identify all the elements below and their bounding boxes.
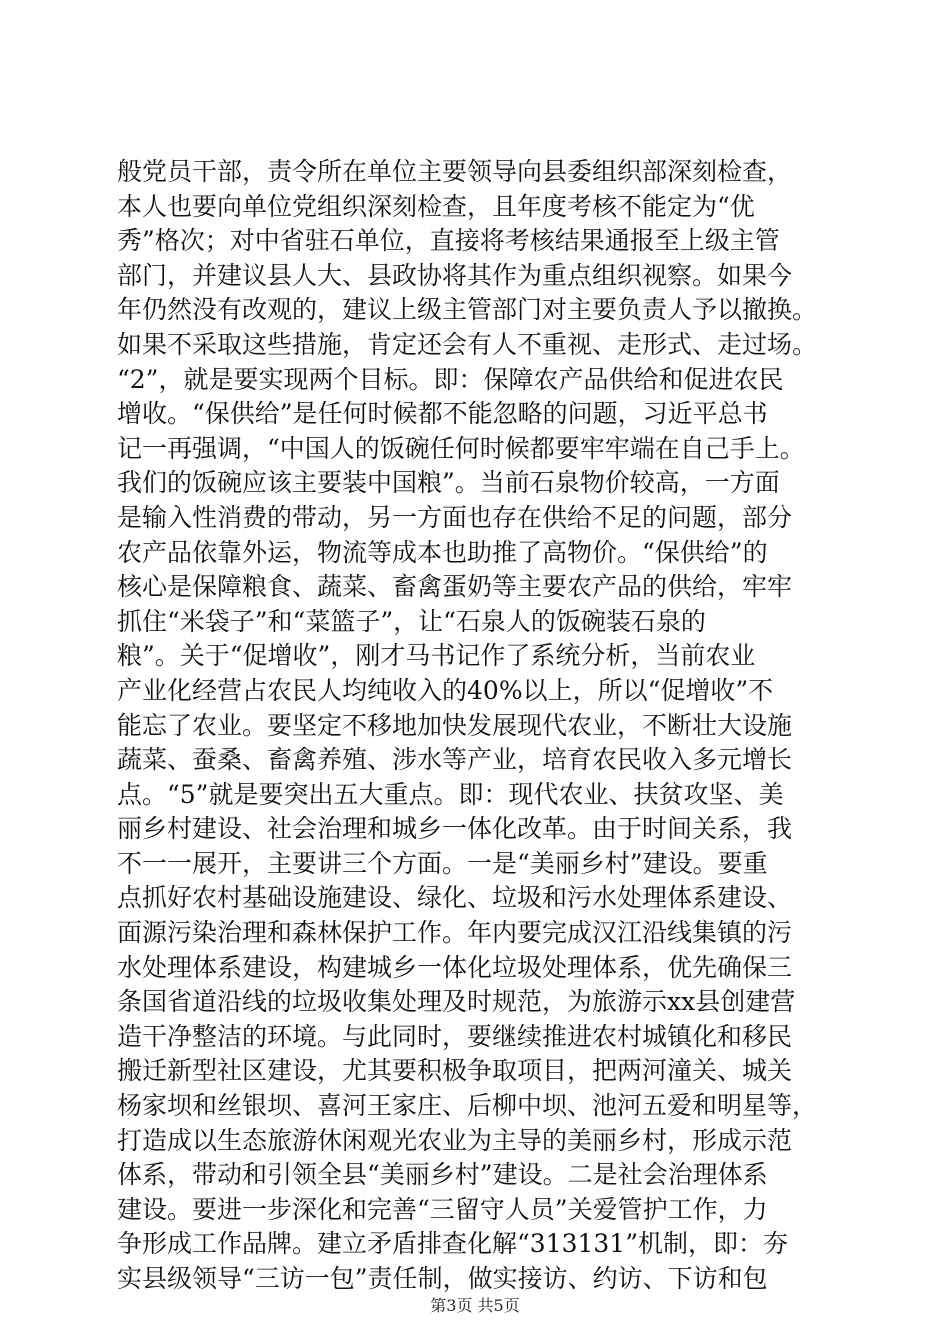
text-line: 农产品依靠外运，物流等成本也助推了高物价。“保供给”的 xyxy=(117,537,768,567)
text-line: 争形成工作品牌。建立矛盾排查化解“313131”机制，即：夯 xyxy=(117,1229,788,1259)
text-line: 能忘了农业。要坚定不移地加快发展现代农业，不断壮大设施 xyxy=(117,710,793,740)
text-line: 建设。要进一步深化和完善“三留守人员”关爱管护工作，力 xyxy=(117,1194,768,1224)
text-line: 水处理体系建设，构建城乡一体化垃圾处理体系，优先确保三 xyxy=(117,952,793,982)
text-line: 搬迁新型社区建设，尤其要积极争取项目，把两河潼关、城关 xyxy=(117,1056,793,1086)
text-line: 本人也要向单位党组织深刻检查，且年度考核不能定为“优 xyxy=(117,191,755,221)
text-line: 杨家坝和丝银坝、喜河王家庄、后柳中坝、池河五爱和明星等， xyxy=(117,1091,818,1121)
text-line: 般党员干部，责令所在单位主要领导向县委组织部深刻检查， xyxy=(117,157,793,186)
text-line: 丽乡村建设、社会治理和城乡一体化改革。由于时间关系，我 xyxy=(117,814,793,844)
text-line: 点。“5”就是要突出五大重点。即：现代农业、扶贫攻坚、美 xyxy=(117,779,784,809)
text-line: 是输入性消费的带动，另一方面也存在供给不足的问题，部分 xyxy=(117,502,793,532)
text-line: 点抓好农村基础设施建设、绿化、垃圾和污水处理体系建设、 xyxy=(117,883,793,913)
text-line: 条国省道沿线的垃圾收集处理及时规范，为旅游示xx县创建营 xyxy=(117,987,796,1017)
text-line: 我们的饭碗应该主要装中国粮”。当前石泉物价较高，一方面 xyxy=(117,468,780,498)
text-line: 体系，带动和引领全县“美丽乡村”建设。二是社会治理体系 xyxy=(117,1160,768,1190)
text-line: 打造成以生态旅游休闲观光农业为主导的美丽乡村，形成示范 xyxy=(117,1125,793,1155)
text-line: 产业化经营占农民人均纯收入的40%以上，所以“促增收”不 xyxy=(117,675,774,705)
text-line: 实县级领导“三访一包”责任制，做实接访、约访、下访和包 xyxy=(117,1264,768,1293)
text-line: 造干净整洁的环境。与此同时，要继续推进农村城镇化和移民 xyxy=(117,1021,793,1051)
text-line: 部门，并建议县人大、县政协将其作为重点组织视察。如果今 xyxy=(117,260,793,290)
page-footer: 第3页 共5页 xyxy=(430,1296,520,1315)
text-line: “2”，就是要实现两个目标。即：保障农产品供给和促进农民 xyxy=(117,364,784,394)
text-line: 粮”。关于“促增收”，刚才马书记作了系统分析，当前农业 xyxy=(117,641,756,671)
text-line: 增收。“保供给”是任何时候都不能忽略的问题，习近平总书 xyxy=(117,399,768,429)
body-text xyxy=(117,155,837,1297)
text-line: 蔬菜、蚕桑、畜禽养殖、涉水等产业，培育农民收入多元增长 xyxy=(117,745,793,775)
text-line: 核心是保障粮食、蔬菜、畜禽蛋奶等主要农产品的供给，牢牢 xyxy=(117,572,793,602)
text-line: 记一再强调，“中国人的饭碗任何时候都要牢牢端在自己手上。 xyxy=(117,433,805,463)
text-line: 年仍然没有改观的，建议上级主管部门对主要负责人予以撤换。 xyxy=(117,295,818,325)
text-line: 不一一展开，主要讲三个方面。一是“美丽乡村”建设。要重 xyxy=(117,848,768,878)
text-line: 如果不采取这些措施，肯定还会有人不重视、走形式、走过场。 xyxy=(117,329,818,359)
text-line: 面源污染治理和森林保护工作。年内要完成汉江沿线集镇的污 xyxy=(117,918,793,948)
text-line: 秀”格次；对中省驻石单位，直接将考核结果通报至上级主管 xyxy=(117,226,780,256)
text-line: 抓住“米袋子”和“菜篮子”，让“石泉人的饭碗装石泉的 xyxy=(117,606,706,636)
